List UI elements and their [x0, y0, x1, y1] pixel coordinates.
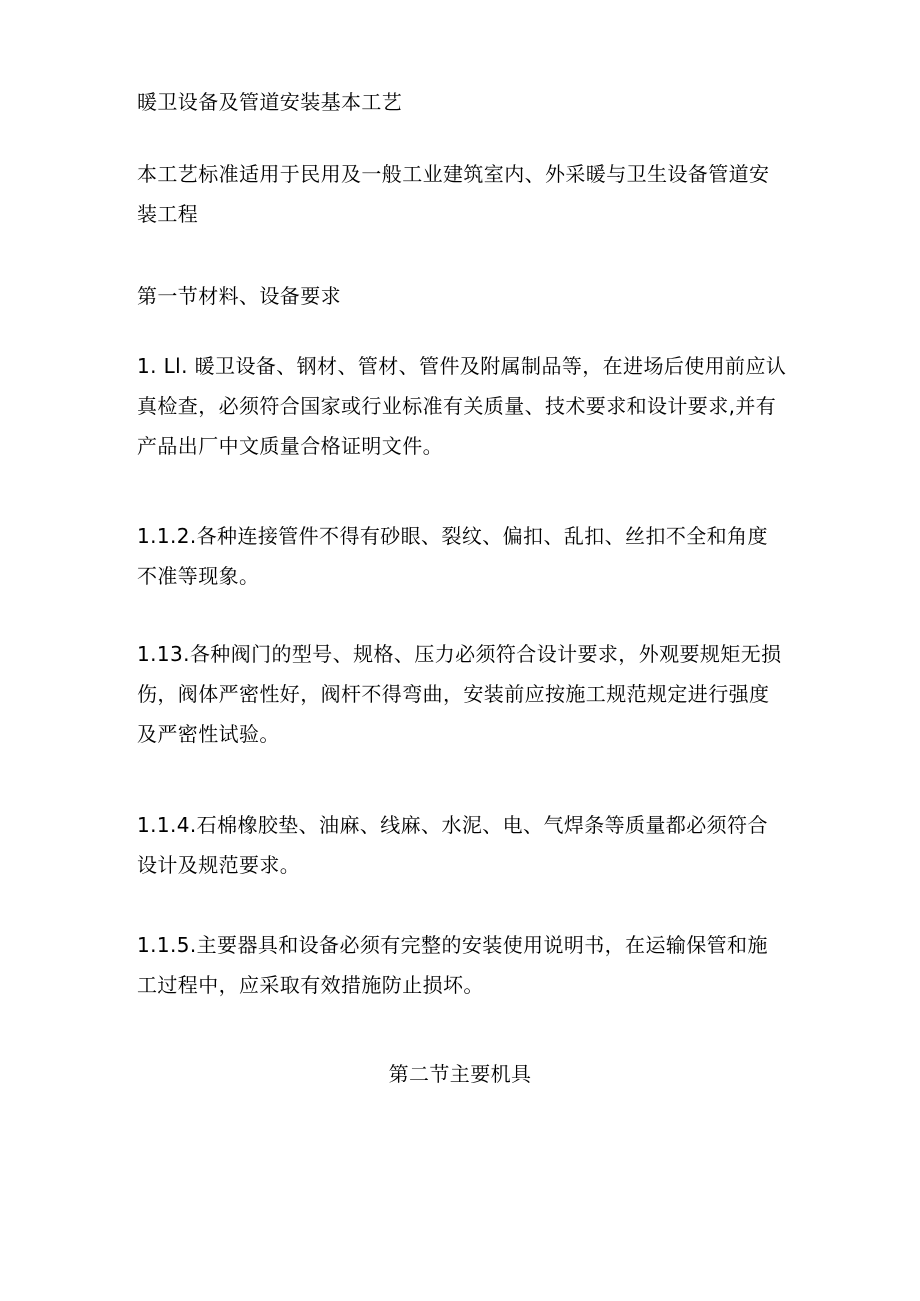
- list-item: 1.1.5.主要器具和设备必须有完整的安装使用说明书，在运输保管和施工过程中，应采取有效措施防止损坏。: [137, 933, 768, 997]
- scope-paragraph: 本工艺标准适用于民用及一般工业建筑室内、外采暖与卫生设备管道安装工程: [137, 162, 770, 226]
- section-heading-equipment: 第二节主要机具: [388, 1062, 532, 1086]
- document-title: 暖卫设备及管道安装基本工艺: [137, 90, 403, 114]
- list-item: 1.13.各种阀门的型号、规格、压力必须符合设计要求，外观要规矩无损伤，阀体严密性好，阀杆不得弯曲，安装前应按施工规范规定进行强度及严密性试验。: [137, 642, 782, 746]
- list-item: 1.1.4.石棉橡胶垫、油麻、线麻、水泥、电、气焊条等质量都必须符合设计及规范要求。: [137, 813, 768, 877]
- list-item: 1. Ll. 暖卫设备、钢材、管材、管件及附属制品等，在进场后使用前应认真检查，必须符合国家或行业标准有关质量、技术要求和设计要求,并有产品出厂中文质量合格证明文件。: [137, 354, 787, 458]
- section-heading-materials: 第一节材料、设备要求: [137, 284, 341, 308]
- list-item: 1.1.2.各种连接管件不得有砂眼、裂纹、偏扣、乱扣、丝扣不全和角度不准等现象。: [137, 524, 768, 588]
